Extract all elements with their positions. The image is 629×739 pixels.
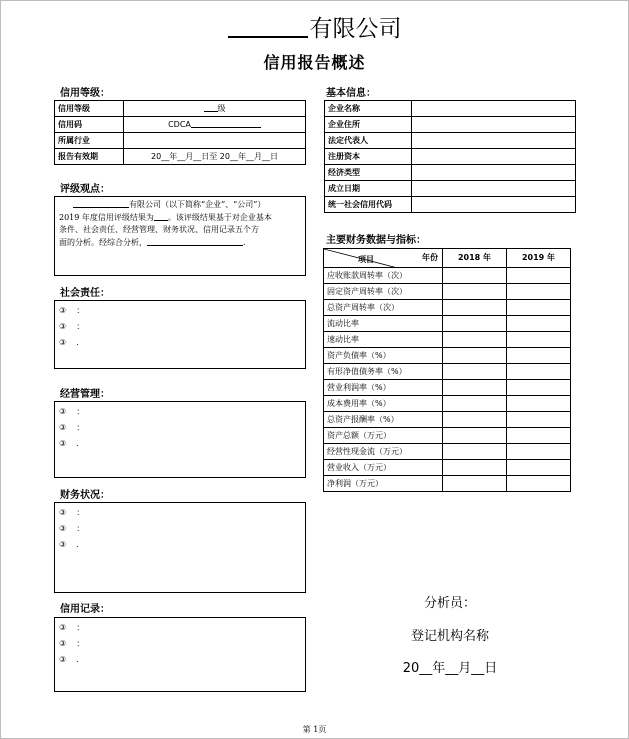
list-item: ③ . [59,540,79,549]
financial-value-cell [443,380,507,396]
management-box [54,401,306,478]
list-item: ③ ： [59,407,85,416]
financial-item-label: 总资产报酬率（%） [324,412,443,428]
table-row [324,316,571,332]
rating-opinion-heading: 评级观点： [60,184,110,195]
table-row [324,364,571,380]
table-row [324,332,571,348]
financial-item-label: 应收账款周转率（次） [324,268,443,284]
financial-item-label: 净利润（万元） [324,476,443,492]
table-row [55,149,306,165]
year-label: 年份 [422,253,438,262]
financial-item-label: 资产总额（万元） [324,428,443,444]
table-row [324,412,571,428]
table-row [324,300,571,316]
credit-record-box [54,617,306,692]
industry-label: 所属行业 [55,133,124,149]
financials-table [323,248,571,492]
basic-info-table [324,100,576,213]
financial-item-label: 流动比率 [324,316,443,332]
table-row [324,348,571,364]
list-item: ③ . [59,439,79,448]
credit-code-label: 信用码 [55,117,124,133]
validity-label: 报告有效期 [55,149,124,165]
credit-rating-table [54,100,306,165]
financial-item-label: 有形净值债务率（%） [324,364,443,380]
rating-label: 信用等级 [55,101,124,117]
financial-value-cell [443,300,507,316]
item-label: 项目 [358,255,374,264]
financial-value-cell [443,348,507,364]
financial-item-label: 经营性现金流（万元） [324,444,443,460]
list-item: ③ ： [59,423,85,432]
financial-item-label: 总资产周转率（次） [324,300,443,316]
list-item: ③ ： [59,524,85,533]
financial-value-cell [443,460,507,476]
table-row: 企业住所 [325,117,576,133]
financial-value-cell [507,412,571,428]
table-row: 经济类型 [325,165,576,181]
basic-info-heading: 基本信息： [326,88,376,99]
financial-value-cell [443,396,507,412]
financial-value-cell [443,332,507,348]
validity-value: 20__年__月__日至 20__年__月__日 [124,149,306,165]
table-row [324,380,571,396]
table-row [324,460,571,476]
table-row: 企业名称 [325,101,576,117]
financial-value-cell [507,268,571,284]
credit-code-value: CDCA [124,117,306,133]
financial-value-cell [507,428,571,444]
financial-value-cell [443,284,507,300]
financial-value-cell [443,428,507,444]
social-responsibility-heading: 社会责任： [60,288,110,299]
list-item: ③ ： [59,623,85,632]
financial-value-cell [507,460,571,476]
financial-item-label: 成本费用率（%） [324,396,443,412]
table-row [55,133,306,149]
rating-opinion-box: 有限公司（以下简称“企业”、“公司”） 2019 年度信用评级结果为 。该评级结果基于对企业基本 条件、社会责任、经营管理、财务状况、信用记录五个方 面的分析。经综合分析， . [54,196,306,276]
year-2018: 2018 年 [443,249,507,268]
list-item: ③ . [59,338,79,347]
company-title: 有限公司 [0,10,629,43]
financial-item-label: 固定资产周转率（次） [324,284,443,300]
management-heading: 经营管理： [60,389,110,400]
financial-value-cell [507,396,571,412]
financial-value-cell [507,300,571,316]
financial-item-label: 速动比率 [324,332,443,348]
rating-value: 级 [124,101,306,117]
financial-value-cell [507,380,571,396]
financial-value-cell [443,444,507,460]
table-row [324,268,571,284]
financial-value-cell [507,316,571,332]
financial-value-cell [507,364,571,380]
table-row: 法定代表人 [325,133,576,149]
financial-value-cell [507,444,571,460]
social-responsibility-box [54,300,306,369]
financial-item-label: 营业收入（万元） [324,460,443,476]
financial-value-cell [443,268,507,284]
financial-value-cell [507,332,571,348]
table-header-row [324,249,571,268]
list-item: ③ . [59,655,79,664]
page-number: 第 1页 [302,725,327,734]
analyst-label: 分析员： [423,596,476,611]
agency-name: 登记机构名称 [410,629,489,644]
list-item: ③ ： [59,322,85,331]
list-item: ③ ： [59,508,85,517]
financial-value-cell [507,476,571,492]
list-item: ③ ： [59,306,85,315]
financial-value-cell [507,284,571,300]
financial-item-label: 营业利润率（%） [324,380,443,396]
financial-value-cell [443,364,507,380]
financial-status-heading: 财务状况： [60,490,110,501]
financial-value-cell [443,316,507,332]
table-row [324,284,571,300]
list-item: ③ ： [59,639,85,648]
diagonal-header-cell [324,249,443,268]
credit-rating-heading: 信用等级： [60,88,110,99]
table-row [324,428,571,444]
table-row: 成立日期 [325,181,576,197]
year-2019: 2019 年 [507,249,571,268]
signature-date: 20__年__月__日 [402,661,498,676]
financial-value-cell [443,476,507,492]
financial-value-cell [507,348,571,364]
financial-item-label: 资产负债率（%） [324,348,443,364]
table-row [324,396,571,412]
financial-value-cell [443,412,507,428]
table-row [55,117,306,133]
table-row: 注册资本 [325,149,576,165]
table-row [55,101,306,117]
table-row [324,476,571,492]
financial-status-box [54,502,306,593]
company-name-blank [228,14,308,38]
industry-value [124,133,306,149]
credit-record-heading: 信用记录： [60,604,110,615]
table-row: 统一社会信用代码 [325,197,576,213]
table-row [324,444,571,460]
financials-heading: 主要财务数据与指标： [326,235,426,246]
report-title: 信用报告概述 [263,53,366,72]
